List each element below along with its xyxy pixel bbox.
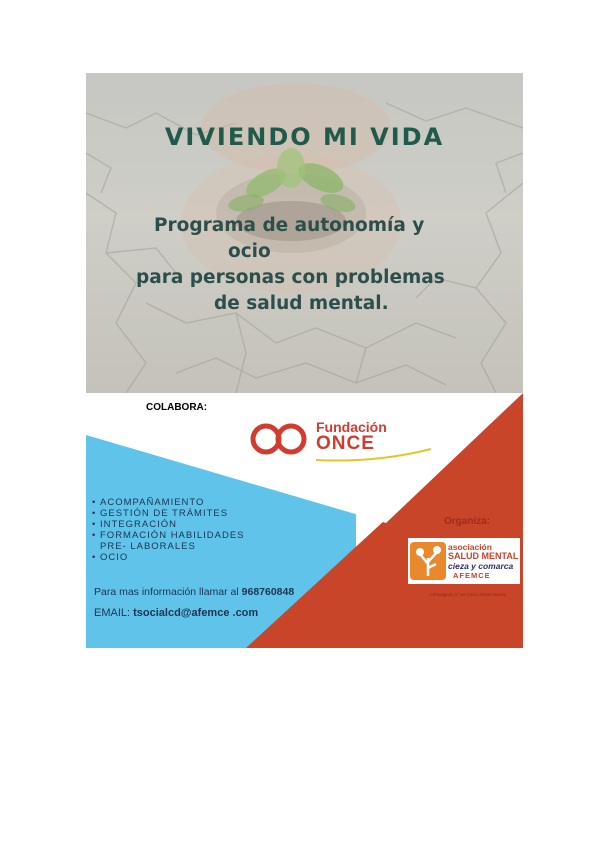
afemce-tree-icon	[410, 542, 446, 580]
service-item: PRE- LABORALES	[100, 541, 196, 552]
afemce-line3: cieza y comarca	[448, 561, 514, 571]
once-line1: Fundación	[316, 419, 387, 435]
phone-info: Para mas información llamar al 968760848	[94, 586, 295, 598]
service-item: • FORMACIÓN HABILIDADES	[92, 530, 245, 541]
service-item: • ACOMPAÑAMIENTO	[92, 497, 205, 508]
flyer	[86, 73, 523, 648]
organizer-address: C/Paraguay nº 42 Cieza 30530 Murcia	[429, 592, 507, 597]
afemce-line1: asociación	[448, 542, 492, 552]
phone-number[interactable]: 968760848	[241, 586, 295, 598]
subtitle-line: para personas con problemas	[136, 267, 445, 288]
subtitle-line: Programa de autonomía y	[154, 215, 425, 236]
service-item: • GESTIÓN DE TRÁMITES	[92, 508, 229, 519]
services-list	[92, 497, 245, 563]
colabora-label: COLABORA:	[146, 402, 208, 413]
afemce-line2: SALUD MENTAL	[448, 551, 519, 561]
organiza-label: Organiza:	[444, 516, 491, 527]
email-address[interactable]: tsocialcd@afemce .com	[133, 607, 259, 619]
service-item: • INTEGRACIÓN	[92, 519, 177, 530]
afemce-logo	[408, 538, 520, 584]
afemce-line4: AFEMCE	[453, 571, 491, 580]
hands-plant-photo	[86, 73, 523, 393]
info-section	[86, 393, 523, 648]
service-item: • OCIO	[92, 552, 129, 563]
flyer-title: VIVIENDO MI VIDA	[164, 123, 445, 151]
program-subtitle	[116, 213, 516, 317]
subtitle-line: de salud mental.	[214, 293, 389, 314]
once-line2: ONCE	[316, 433, 375, 454]
subtitle-line: ocio	[228, 241, 271, 262]
email-info: EMAIL: tsocialcd@afemce .com	[94, 607, 259, 619]
